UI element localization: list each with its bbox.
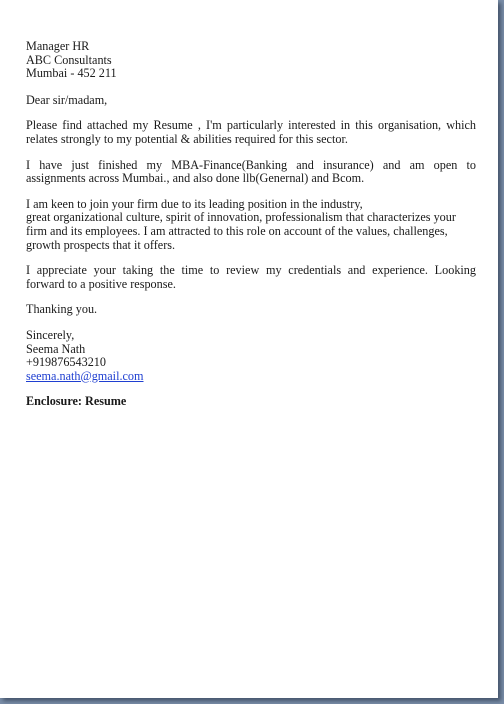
signature-block	[26, 329, 476, 383]
salutation-text: Dear sir/madam,	[26, 92, 108, 107]
paragraph-line: Please find attached my Resume , I'm particularly interested in this organisation, which	[26, 118, 476, 133]
closing-thanks	[26, 303, 476, 317]
enclosure	[26, 395, 476, 409]
paragraph-line: firm and its employees. I am attracted to this role on account of the values, challenges,	[26, 223, 448, 238]
paragraph-3	[26, 198, 476, 252]
recipient-address	[26, 40, 476, 81]
paragraph-line: growth prospects that it offers.	[26, 237, 176, 252]
paragraph-line: relates strongly to my potential & abilities required for this sector.	[26, 131, 348, 146]
paragraph-line: I am keen to join your firm due to its leading position in the industry,	[26, 196, 363, 211]
recipient-title: Manager HR	[26, 39, 90, 53]
sender-phone: +919876543210	[26, 355, 106, 370]
sender-name: Seema Nath	[26, 341, 86, 356]
paragraph-line: I have just finished my MBA-Finance(Banking and insurance) and am open to	[26, 157, 476, 172]
recipient-city: Mumbai - 452 211	[26, 66, 117, 81]
paragraph-line: I appreciate your taking the time to review my credentials and experience. Looking	[26, 263, 476, 278]
paragraph-2	[26, 159, 476, 186]
salutation	[26, 94, 476, 108]
paragraph-1	[26, 119, 476, 146]
recipient-company: ABC Consultants	[26, 52, 112, 67]
sender-email-link[interactable]: seema.nath@gmail.com	[26, 368, 144, 383]
paragraph-4	[26, 264, 476, 291]
enclosure-text: Enclosure: Resume	[26, 394, 127, 409]
paragraph-line: forward to a positive response.	[26, 276, 176, 291]
letter-body	[26, 40, 476, 409]
closing-thanks-text: Thanking you.	[26, 302, 98, 317]
paragraph-line: great organizational culture, spirit of innovation, professionalism that characterizes your	[26, 210, 456, 225]
paragraph-line: assignments across Mumbai., and also done llb(Genernal) and Bcom.	[26, 171, 365, 186]
valediction: Sincerely,	[26, 327, 75, 342]
